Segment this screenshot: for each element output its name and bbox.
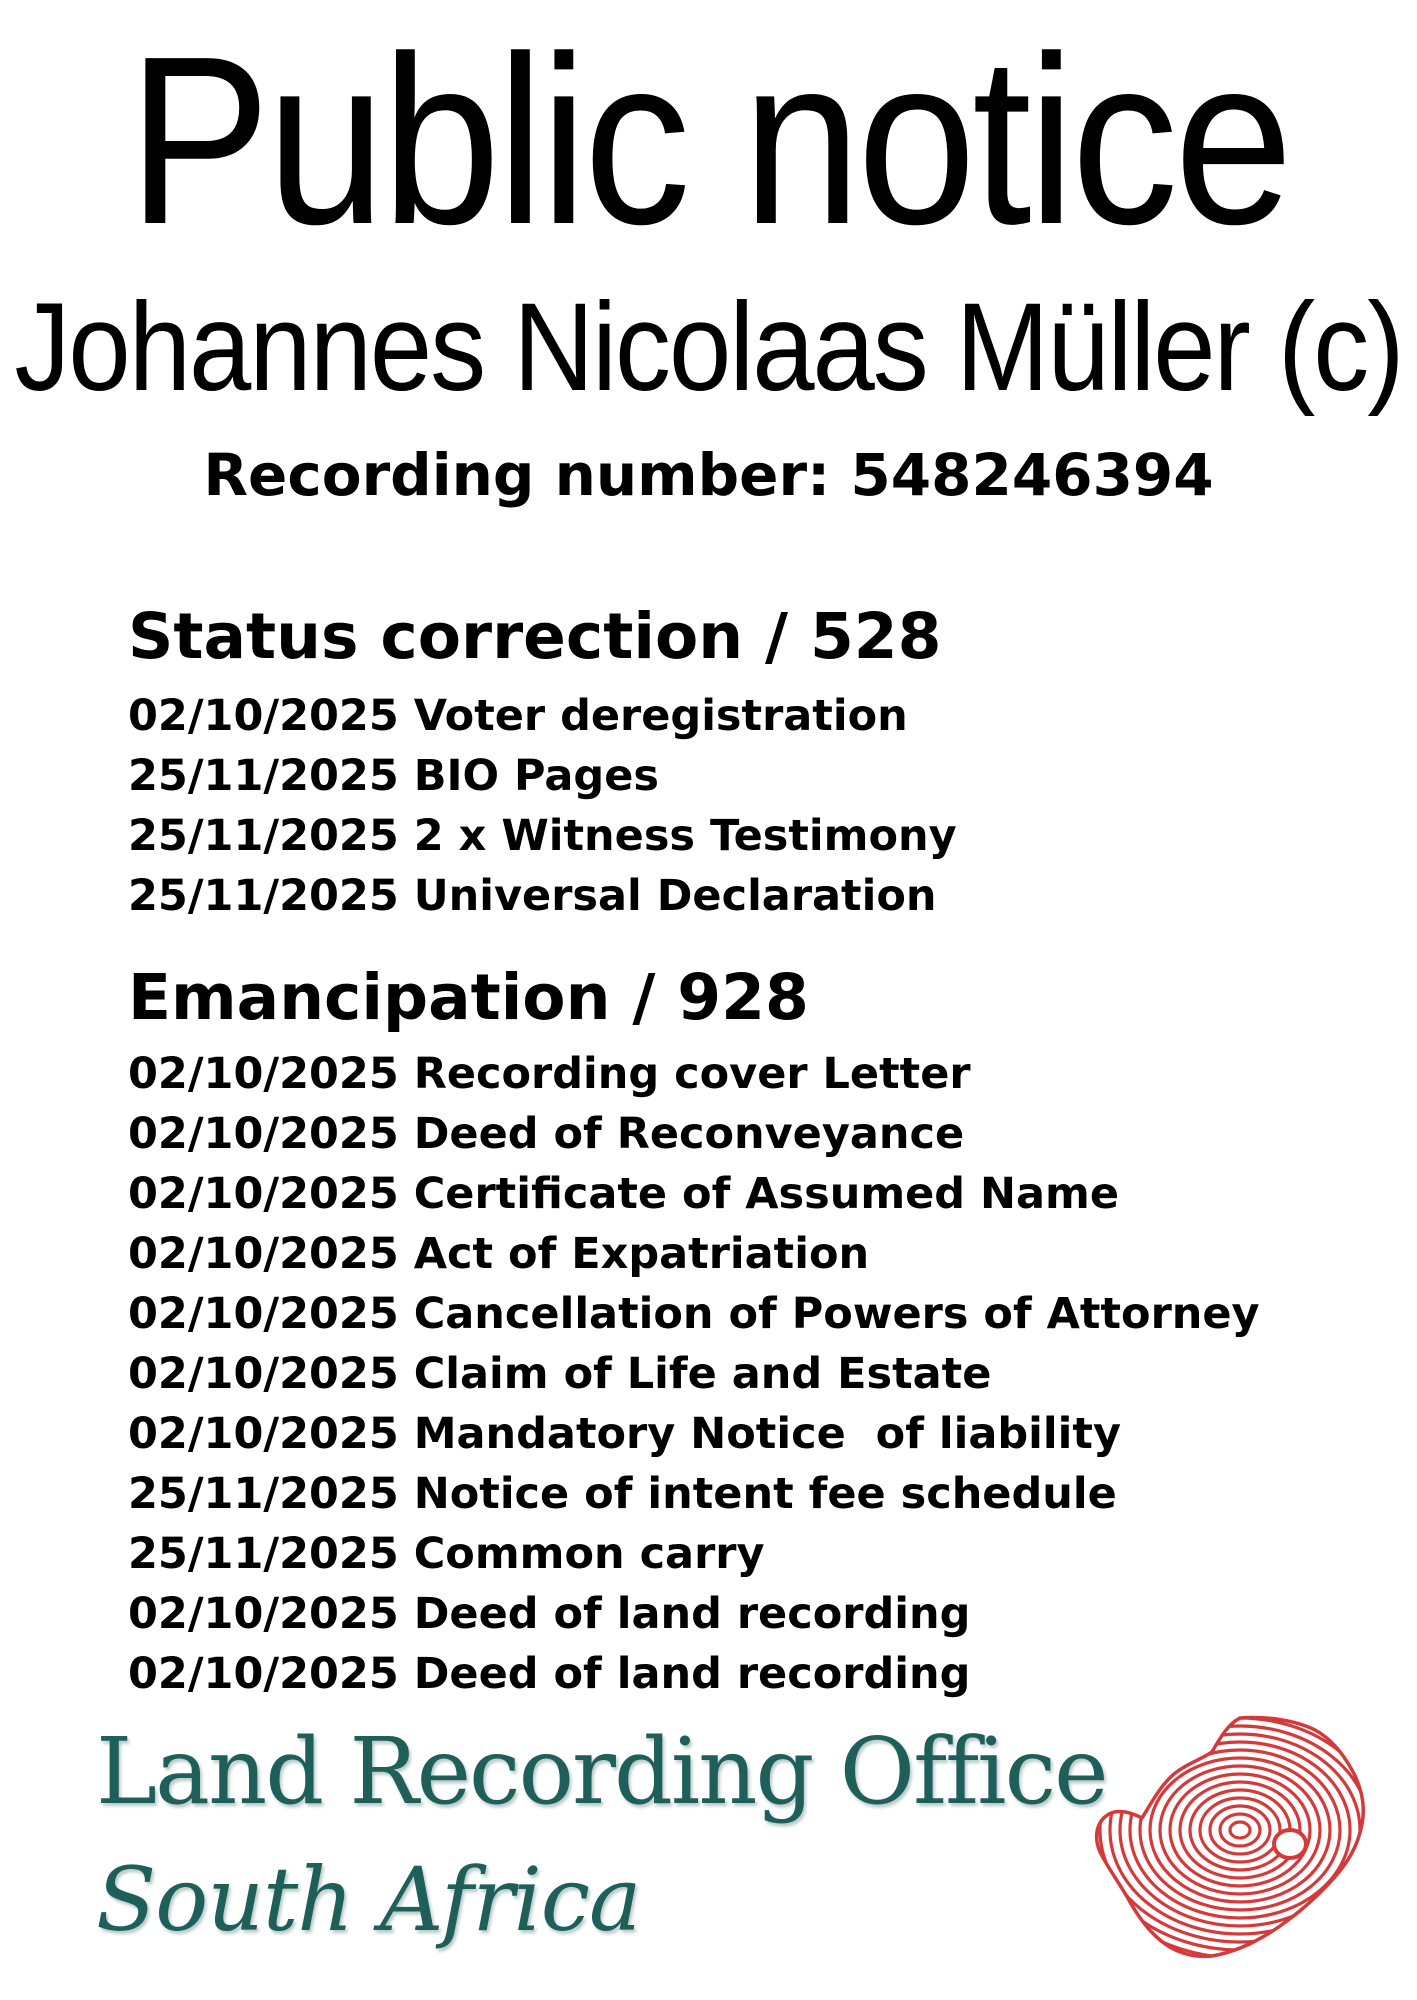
section-heading: Status correction / 528 [128, 600, 942, 673]
list-item: 02/10/2025 Voter deregistration [128, 691, 908, 741]
list-item: 02/10/2025 Deed of Reconveyance [128, 1109, 965, 1159]
entry-list [128, 686, 1388, 926]
list-item: 25/11/2025 Universal Declaration [128, 871, 937, 921]
notice-name: Johannes Nicolaas Müller (c) [14, 276, 1403, 417]
list-item: 25/11/2025 2 x Witness Testimony [128, 811, 957, 861]
list-item: 02/10/2025 Deed of land recording [128, 1589, 971, 1639]
office-country: South Africa [96, 1848, 641, 1951]
list-item: 02/10/2025 Act of Expatriation [128, 1229, 870, 1279]
entry-list [128, 1044, 1388, 1704]
list-item: 02/10/2025 Deed of land recording [128, 1649, 971, 1699]
notice-title: Public notice [127, 6, 1290, 275]
office-name: Land Recording Office [96, 1718, 1107, 1825]
status-correction-section [128, 597, 1388, 926]
list-item: 25/11/2025 Common carry [128, 1529, 765, 1579]
list-item: 25/11/2025 BIO Pages [128, 751, 659, 801]
south-africa-fingerprint-map-icon [1090, 1712, 1370, 1962]
emancipation-section [128, 958, 1388, 1704]
list-item: 25/11/2025 Notice of intent fee schedule [128, 1469, 1117, 1519]
recording-number: Recording number: 548246394 [203, 441, 1214, 509]
list-item: 02/10/2025 Recording cover Letter [128, 1049, 971, 1099]
section-heading: Emancipation / 928 [128, 961, 809, 1034]
list-item: 02/10/2025 Claim of Life and Estate [128, 1349, 992, 1399]
list-item: 02/10/2025 Mandatory Notice of liability [128, 1409, 1121, 1459]
list-item: 02/10/2025 Cancellation of Powers of Attorney [128, 1289, 1260, 1339]
list-item: 02/10/2025 Certificate of Assumed Name [128, 1169, 1120, 1219]
